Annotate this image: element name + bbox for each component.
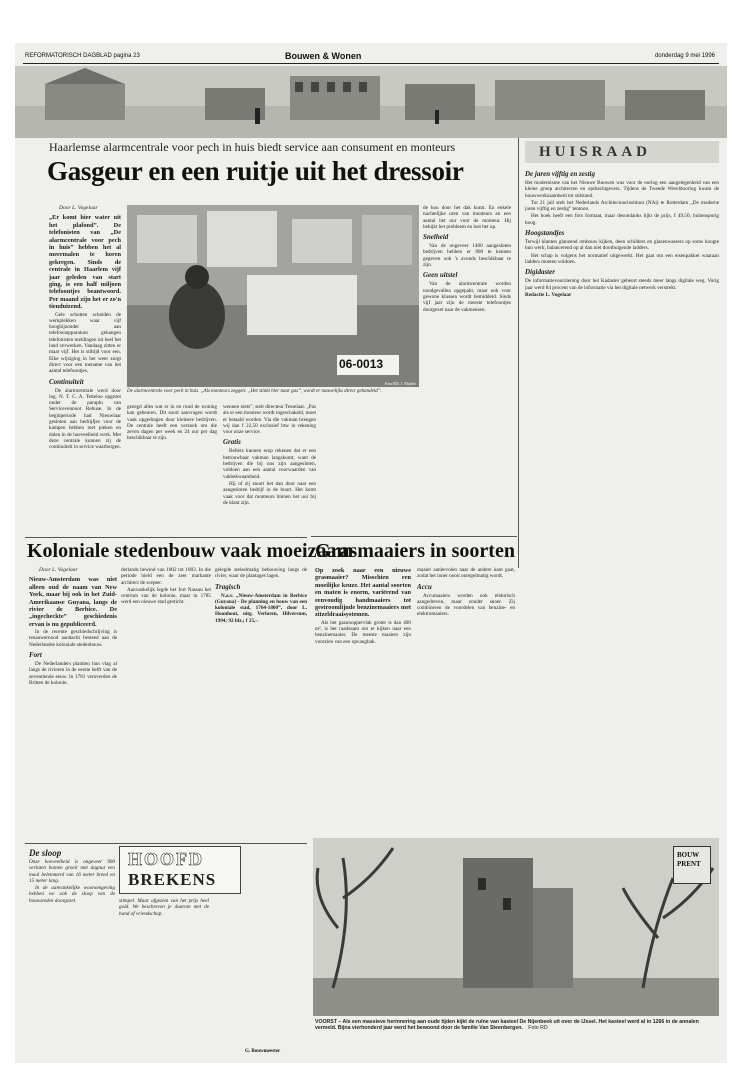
header-rule: [23, 63, 719, 64]
sloop-logo-bottom: BREKENS: [128, 870, 217, 889]
main-sub-geen-uitstel: Geen uitstel: [423, 271, 458, 280]
main-body8: Van de ongeveer 1400 aangesloten bedrijven hebben er 800 te kennen gegeven ook 's avonds beschikbaar te zijn.: [423, 243, 511, 269]
sloop-col2: [119, 898, 209, 1056]
sidebar-body3: Het boek heeft een fors formaat, maar desondanks lijkt de prijs, f 49,50, buitensporig hoog.: [525, 213, 719, 226]
main-col3: [223, 404, 316, 534]
main-body5: Bellers kunnen erop rekenen dat er een betrouwbaar vakman langskomt, want de bedrijven die bij ons zijn aangesloten, voldoen aan een aantal voorwaarden van vakbekwaamheid.: [223, 448, 316, 480]
ruin-logo-box: [673, 846, 711, 884]
colonial-col3: [215, 567, 307, 837]
colonial-body4: gelegde stelselmatig bebouwing langs de rivier, waar de plantages lagen.: [215, 567, 307, 580]
main-photo-credit: Foto RD, J. Mulder: [384, 381, 416, 386]
main-kicker: Haarlemse alarmcentrale voor pech in huis biedt service aan consument en monteurs: [49, 140, 456, 154]
paper-name: REFORMATORISCH DAGBLAD pagina 23: [25, 53, 140, 59]
colonial-sub-tragisch: Tragisch: [215, 582, 241, 591]
column-rule: [518, 138, 519, 568]
mowers-sub-accu: Accu: [417, 582, 432, 591]
main-col1: [49, 205, 121, 535]
sidebar-body6: De informatievoorziening door het Kadaster gebeurt steeds meer langs digitale weg. Vorig jaar werd 84 procent van de informatie via het digitale netwerk verstrekt.: [525, 278, 719, 291]
colonial-col1: [29, 567, 117, 837]
section-title: Bouwen & Wonen: [285, 51, 362, 61]
main-body4: wennen niets”, stelt directeur Tesselaar. „Pas als er een monteur wordt ingeschakeld, moet er betaald worden. Via die vakman brengen wij dan f 22,50 exclusief btw in rekening voor onze service.: [223, 404, 316, 436]
main-lead: „Er komt hier water uit het plafond”. De telefonisten van „De alarmcentrale voor pech in huis” hebben het al meermalen te horen gekregen. Sinds de centrale in Haarlem vijf jaar geleden van start ging, is een half miljoen telefoontjes beantwoord. Per maand zijn het er zo'n tienduizend.: [49, 214, 121, 311]
mowers-rule: [311, 536, 517, 537]
sloop-rule: [25, 843, 307, 844]
sloop-body3: stimpel. Maar afgezien van het prijs heel gold. We beschreven je daarom met de hand of vriendschap.: [119, 898, 209, 917]
main-body9: Van de alarmcentrale worden noodgevallen opgepakt, maar ook voor gewone klussen wordt bemiddeld. Sinds vijf jaar zijn de meeste telefoontjes doorgezet naar de vakmensen.: [423, 281, 511, 313]
ruin-credit: Foto RD: [528, 1025, 548, 1032]
sloop-body1: Onze hoeveelheid is ongeveer 900 verlaten bomen groeit met dagnut een maal belemmerd van 16 meter breed en 15 meter lang.: [29, 859, 115, 884]
sloop-body2: In de aanvankelijke woonomgeving hebben we ook de sloop van de bouwsteden doorgezet.: [29, 885, 115, 904]
mowers-col1: [315, 567, 411, 832]
mowers-body2: Accumaaiers worden ook elektrisch aangedreven, maar zonder snoer. Zij combineren de voordelen van benzine- en elektromaaiers.: [417, 592, 515, 618]
sidebar-body4: Terwijl klanten glanzend ombouw kijken, deen schilders en glazenwassers op soms hoogte hun werk, balancerend op al dan niet doorbuigende ladders.: [525, 239, 719, 252]
main-headline: Gasgeur en een ruitje uit het dressoir: [47, 156, 464, 186]
ruin-logo: BOUW PRENT: [677, 851, 701, 868]
main-sub-snelheid: Snelheid: [423, 233, 449, 242]
colonial-body1: In de recente geschiedschrijving is tenauwernood aandacht besteed aan de Nederlandse koloniale stedenbouw.: [29, 629, 117, 648]
ruin-photo: [313, 838, 719, 1016]
sidebar-sub-jaren: De jaren vijftig en zestig: [525, 170, 595, 178]
sidebar-body5: Het schap is volgens het normatief uitgewerkt. Het gaat om een eisenpakket waaraan ladders moeten voldoen.: [525, 252, 719, 265]
main-byline: Door L. Vogelaar: [59, 205, 98, 211]
sloop-logo-top: HOOFD: [128, 849, 204, 869]
main-photo: [127, 205, 419, 387]
main-col4: [423, 205, 511, 525]
sloop-title: De sloop: [29, 848, 62, 858]
colonial-rule: [25, 537, 307, 538]
sidebar-body: [525, 167, 719, 567]
mowers-body3: maaier aanbevolen naar de andere kant gaat, zodat het inner nooit onregelmatig wordt.: [417, 567, 515, 580]
colonial-body3: derlands bewind van 1802 tot 1803. In die periode hield een de zeer markante architect de scepter.: [121, 567, 211, 586]
main-col2: [127, 404, 217, 534]
sidebar-byline: Redactie L. Vogelaar: [525, 291, 572, 298]
sidebar-body2: Tot 21 juli stelt het Nederlands Architectuurinstituut (NAi) te Rotterdam „De moderne jaren vijftig en zestig” tentoon.: [525, 199, 719, 213]
issue-date: donderdag 9 mei 1996: [654, 53, 715, 59]
mowers-lead: Op zoek naar een nieuwe grasmaaier? Misschien een moeilijke keuze. Het aantal soorten en maten is enorm, variërend van eenvoudig handmaaiers tot gestroomlijnde benzinemaaiers met zitzeldraaisystemen.: [315, 567, 411, 619]
colonial-headline: Koloniale stedenbouw vaak moeizaam: [27, 540, 354, 562]
colonial-body2: De Nederlanders plantten hun vlag al langs de rivieren in de eerste helft van de zeventiende eeuw. In 1781 veroverden de Britten de kolonie.: [29, 661, 117, 686]
colonial-col2: [121, 567, 211, 837]
mowers-headline: Grasmaaiers in soorten: [315, 540, 515, 562]
banner-illustration: [15, 66, 727, 138]
colonial-byline: Door L. Vogelaar: [39, 567, 78, 573]
colonial-sub-fort: Fort: [29, 651, 42, 660]
main-body2: De alarmcentrale werd door ing. N. T. C. A. Tetteloo opgezet onder de paraplu van Servicevennoot Rebuse. In de beginperiode had Nieuwlaar gesloten aan bedrijfjes voor de kampen hebben met pieken en dalen in de hoeveelheid werk. Met deze centrale kunnen zij de continuïteit in service waarborgen.: [49, 387, 121, 451]
colonial-lead: Nieuw-Amsterdam was niet alleen oud de naam van New York, maar bij ook in het Zuid-Amerikaanse Guyana, langs de rivier de Berbice. De „ingecheckte” geschiedenis ervan is nu gepubliceerd.: [29, 576, 117, 628]
main-photo-caption: De alarmcentrale voor pech in huis. „Als monteurs zeggen: „Het stinkt hier naar gas”, wordt er nauwelijks direct gehandeld”.: [127, 389, 382, 394]
mowers-col2: [417, 567, 515, 832]
photo-number-label: 06-0013: [339, 357, 384, 371]
sloop-logo-box: [119, 846, 241, 894]
main-body6: Hij of zij stuurt het dan door naar een aangesloten bedrijf in de buurt. Het komt vaak voor dat monteurs binnen het uur bij de klant zijn.: [223, 480, 316, 506]
colonial-body5: Aanvankelijk legde het fort Nassau het centrum van de kolonie, maar in 1785 werd een nieuwe stad gesticht.: [121, 586, 211, 606]
ruin-caption: [315, 1019, 717, 1032]
main-body1: Gele schotten scheiden de werkplekken waar vijf hoogbijzonder aan telefoonapparatuur gehangen telefonisten meldingen uit heel het land verwerken. Vandaag zitten er maar vijf. Het is stiltijd voor een. Elke wijziging in het weer zorgt direct voor een toename van het aantal telefoontjes.: [49, 311, 121, 375]
mowers-body1: Als het gazonoppervlak groter is dan 400 m², is het raadzaam om te kijken naar een benzinemaaier. De meeste maaiers zijn voorzien van een opvangbak.: [315, 619, 411, 645]
main-sub-gratis: Gratis: [223, 438, 241, 447]
main-body3: gezegd alles wat er in en rond de woning kan gebeuren. Dit soort aanvragen wordt vaak opgedragen door kleinere bedrijven. De centrale heeft een verzoek om die zeven dagen per week en 24 uur per dag beschikbaar te zijn.: [127, 404, 217, 442]
sloop-col1: [29, 846, 115, 1056]
sidebar-logo: HUISRAAD: [539, 144, 652, 160]
main-body7: de kou door het dak komt. En enkele nachtelijke uren van monteurs en een aantal het uur voor de monteur. Hij bekijkt het probleem en lost het op.: [423, 205, 511, 230]
newspaper-page: [15, 43, 727, 1063]
page-header: [15, 51, 727, 63]
sidebar-sub-hoogstandjes: Hoogstandjes: [525, 229, 565, 238]
colonial-book-info: N.a.v. „Nieuw-Amsterdam in Berbice (Guyana) - De planning en bouw van een koloniale stad, 1764-1800”, door L. Hoonhout, uitg. Verloren, Hilversum, 1994; 92 blz.; f 25,-.: [215, 592, 307, 624]
sidebar-logo-box: [525, 141, 719, 163]
main-sub-continuiteit: Continuïteit: [49, 377, 84, 386]
sidebar-body1: Het modernisme van het Nieuwe Bouwen was voor de oorlog een aangelegenheid van een kleine groep architecten en opdrachtgevers. Tijdens de Tweede Wereldoorlog kwam de bouwwerkzaamheid tot stilstand.: [525, 180, 719, 199]
sidebar-sub-digidaster: Digidaster: [525, 268, 555, 277]
ruin-caption-text: VOORST – Als een massieve herinnering aan oude tijden kijkt de ruïne van kasteel De Nijenbeek uit over de IJssel. Het kasteel werd al in 1266 in de annalen vermeld. Bijna vierhonderd jaar werd het bewoond door de familie Van Steenbergen.: [315, 1019, 699, 1032]
sloop-credit: G. Bouwmeester: [245, 1049, 281, 1054]
